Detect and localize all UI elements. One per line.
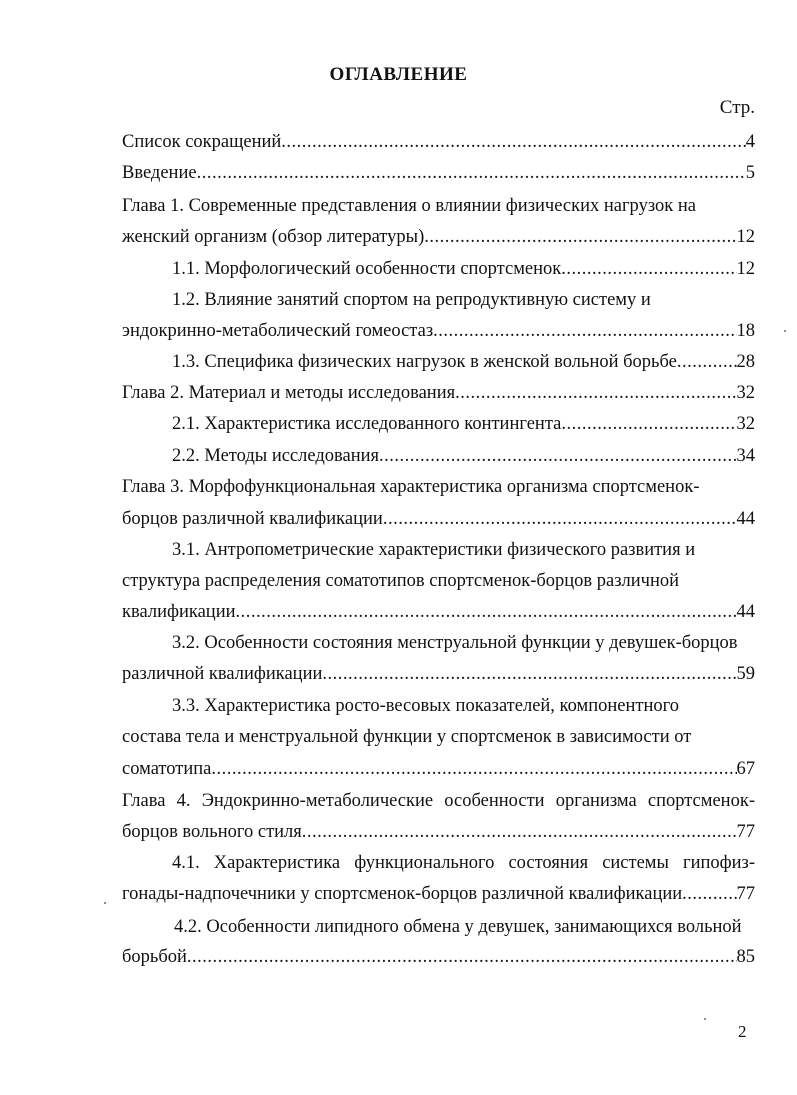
toc-entry[interactable]: Список сокращений ..... 4 — [122, 127, 755, 157]
toc-entry-line: 3.3. Характеристика росто-весовых показателей, компонентного — [172, 696, 679, 716]
toc-entry[interactable]: 2.1. Характеристика исследованного контингента ..... 32 — [172, 409, 755, 439]
toc-entry[interactable]: гонады-надпочечники у спортсменок-борцов различной квалификации ..... 77 — [122, 879, 755, 909]
toc-entry[interactable]: эндокринно-метаболический гомеостаз ..... 18 — [122, 316, 755, 346]
toc-entry-line: 4.1. Характеристика функционального состояния системы гипофиз- — [172, 853, 755, 873]
toc-entry-line: 4.2. Особенности липидного обмена у девушек, занимающихся вольной — [174, 917, 742, 937]
toc-entry[interactable]: борцов различной квалификации ..... 44 — [122, 504, 755, 534]
toc-entry[interactable]: 1.3. Специфика физических нагрузок в женской вольной борьбе ..... 28 — [172, 347, 755, 377]
toc-entry[interactable]: Введение ..... 5 — [122, 158, 755, 188]
toc-entry-line: 1.2. Влияние занятий спортом на репродуктивную систему и — [172, 290, 651, 310]
toc-entry[interactable]: различной квалификации ..... 59 — [122, 659, 755, 689]
scan-speck — [104, 902, 106, 904]
page-title: ОГЛАВЛЕНИЕ — [329, 64, 468, 85]
toc-entry[interactable]: борцов вольного стиля ..... 77 — [122, 817, 755, 847]
toc-entry[interactable]: соматотипа ..... 67 — [122, 754, 755, 784]
toc-entry[interactable]: Глава 2. Материал и методы исследования ..... 32 — [122, 378, 755, 408]
scan-speck — [704, 1018, 706, 1020]
toc-entry-line: 3.2. Особенности состояния менструальной функции у девушек-борцов — [172, 633, 738, 653]
scan-speck — [784, 330, 786, 332]
toc-entry-line: структура распределения соматотипов спортсменок-борцов различной — [122, 571, 680, 591]
toc-entry-line: Глава 1. Современные представления о влиянии физических нагрузок на — [122, 196, 696, 216]
page-number: 2 — [738, 1022, 747, 1041]
toc-entry[interactable]: 1.1. Морфологический особенности спортсменок ..... 12 — [172, 254, 755, 284]
toc-entry[interactable]: женский организм (обзор литературы) ..... 12 — [122, 222, 755, 252]
toc-entry-line: Глава 4. Эндокринно-метаболические особенности организма спортсменок- — [122, 791, 755, 811]
toc-entry-line: 3.1. Антропометрические характеристики физического развития и — [172, 540, 696, 560]
toc-entry[interactable]: 2.2. Методы исследования ..... 34 — [172, 441, 755, 471]
toc-entry-line: состава тела и менструальной функции у спортсменок в зависимости от — [122, 727, 692, 747]
page-column-label: Стр. — [719, 97, 755, 118]
toc-entry-line: Глава 3. Морфофункциональная характеристика организма спортсменок- — [122, 477, 700, 497]
toc-entry[interactable]: квалификации ..... 44 — [122, 597, 755, 627]
toc-entry[interactable]: борьбой ..... 85 — [122, 942, 755, 972]
